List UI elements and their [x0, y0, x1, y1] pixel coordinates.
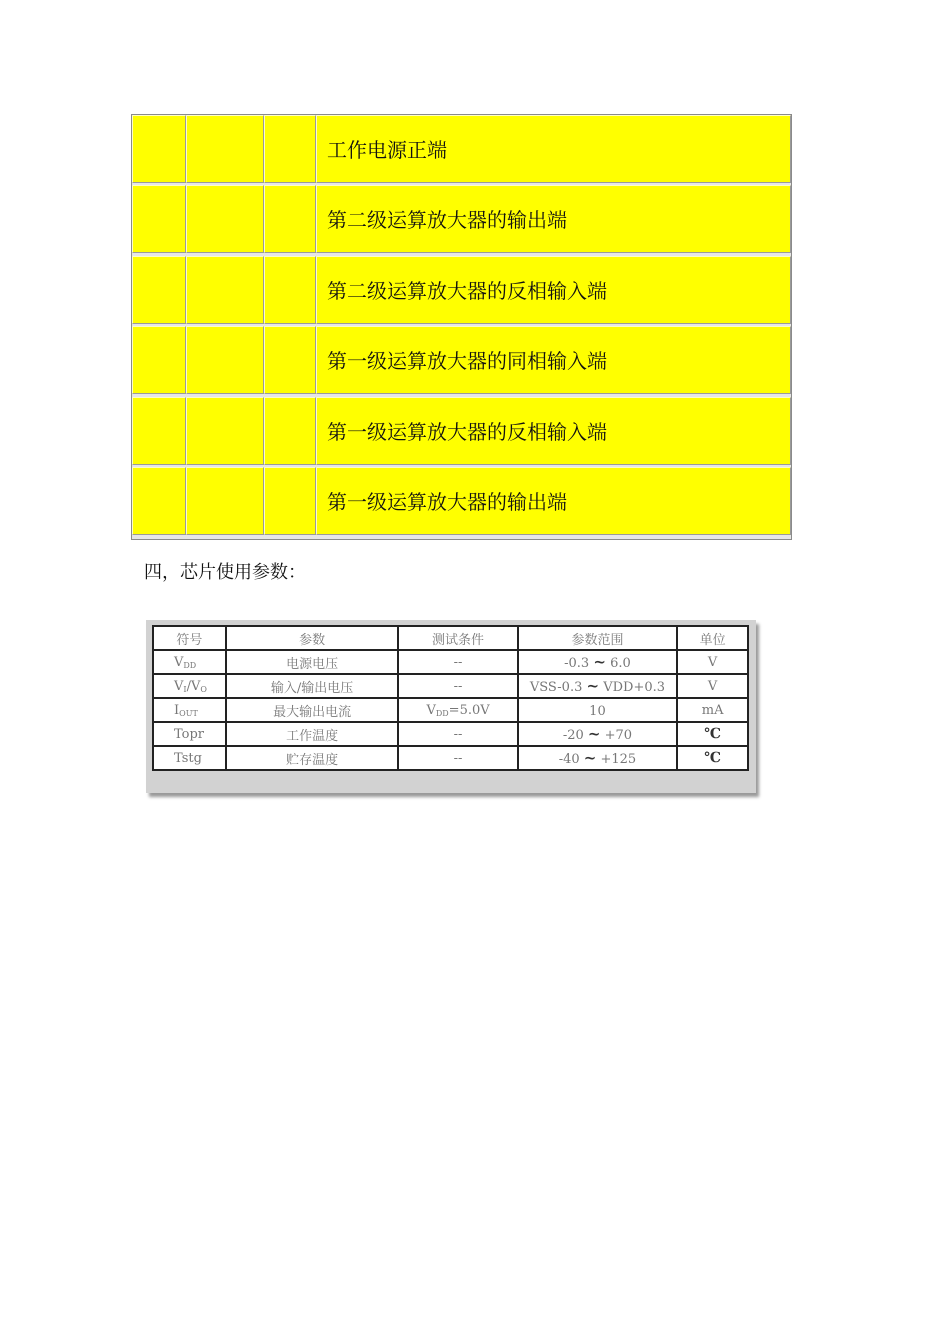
pin-empty-cell	[186, 467, 264, 535]
header-symbol: 符号	[153, 626, 226, 650]
condition-subscript: DD	[435, 708, 449, 718]
pin-empty-cell	[264, 397, 316, 465]
pin-row	[132, 467, 791, 537]
unit-value: ℃	[704, 726, 722, 742]
pin-row	[132, 326, 791, 396]
unit-cell	[677, 674, 748, 698]
condition-cell	[398, 746, 517, 770]
unit-cell	[677, 722, 748, 746]
range-cell	[518, 722, 678, 746]
pin-empty-cell	[264, 467, 316, 535]
condition-main: --	[453, 654, 463, 670]
condition-cell	[398, 722, 517, 746]
range-low: -0.3	[564, 656, 590, 671]
unit-value: V	[707, 654, 718, 670]
pin-empty-cell	[186, 397, 264, 465]
pin-function-table	[131, 114, 792, 540]
unit-value: ℃	[704, 750, 722, 766]
parameter-row	[153, 650, 748, 674]
parameter-table-image	[146, 620, 756, 793]
header-test-condition: 测试条件	[398, 626, 517, 650]
parameter-row	[153, 698, 748, 722]
symbol-subscript: DD	[183, 660, 197, 670]
symbol-main: Topr	[174, 726, 205, 742]
parameter-cell: 贮存温度	[226, 746, 399, 770]
symbol-cell	[153, 746, 226, 770]
pin-empty-cell	[132, 467, 186, 535]
pin-description-cell: 第一级运算放大器的同相输入端	[316, 326, 791, 394]
symbol-main-2: /V	[186, 678, 201, 694]
pin-description-cell: 第一级运算放大器的输出端	[316, 467, 791, 535]
range-separator: ~	[586, 677, 600, 695]
range-high: +125	[600, 752, 637, 767]
parameter-cell: 电源电压	[226, 650, 399, 674]
range-high: 6.0	[610, 656, 631, 671]
parameter-cell: 输入/输出电压	[226, 674, 399, 698]
pin-empty-cell	[186, 326, 264, 394]
range-separator: ~	[583, 749, 597, 767]
range-cell	[518, 674, 678, 698]
symbol-main: V	[174, 678, 184, 694]
symbol-cell	[153, 722, 226, 746]
symbol-subscript-2: O	[200, 684, 207, 694]
symbol-main: I	[174, 702, 180, 718]
pin-empty-cell	[132, 326, 186, 394]
pin-empty-cell	[132, 397, 186, 465]
range-separator: ~	[587, 725, 601, 743]
pin-empty-cell	[186, 115, 264, 183]
pin-row	[132, 185, 791, 255]
range-cell	[518, 650, 678, 674]
symbol-cell	[153, 698, 226, 722]
symbol-main: Tstg	[174, 750, 202, 766]
unit-cell	[677, 698, 748, 722]
condition-cell	[398, 650, 517, 674]
header-parameter: 参数	[226, 626, 399, 650]
pin-empty-cell	[132, 185, 186, 253]
pin-empty-cell	[264, 115, 316, 183]
symbol-cell	[153, 650, 226, 674]
symbol-cell	[153, 674, 226, 698]
unit-value: mA	[701, 702, 724, 718]
section-heading: 四，芯片使用参数：	[144, 562, 306, 583]
range-cell	[518, 746, 678, 770]
pin-empty-cell	[264, 185, 316, 253]
range-separator: ~	[593, 653, 606, 671]
unit-cell	[677, 650, 748, 674]
pin-empty-cell	[132, 115, 186, 183]
range-low: -20	[562, 728, 584, 743]
parameter-row	[153, 746, 748, 770]
condition-cell	[398, 674, 517, 698]
range-low: 10	[589, 704, 606, 719]
range-high: +70	[604, 728, 633, 743]
symbol-subscript: I	[183, 684, 187, 694]
symbol-subscript: OUT	[179, 708, 198, 718]
parameter-table-header	[153, 626, 748, 650]
header-range: 参数范围	[518, 626, 678, 650]
parameter-table	[152, 625, 749, 771]
range-cell	[518, 698, 678, 722]
range-low: VSS-0.3	[529, 680, 583, 695]
parameter-cell: 最大输出电流	[226, 698, 399, 722]
pin-description-cell: 第二级运算放大器的反相输入端	[316, 256, 791, 324]
pin-description-cell: 第二级运算放大器的输出端	[316, 185, 791, 253]
parameter-cell: 工作温度	[226, 722, 399, 746]
condition-main: --	[453, 678, 463, 694]
pin-empty-cell	[186, 256, 264, 324]
unit-value: V	[707, 678, 718, 694]
parameter-row	[153, 674, 748, 698]
header-unit: 单位	[677, 626, 748, 650]
symbol-main: V	[174, 654, 184, 670]
condition-cell	[398, 698, 517, 722]
pin-row	[132, 397, 791, 467]
pin-description-cell: 第一级运算放大器的反相输入端	[316, 397, 791, 465]
pin-empty-cell	[264, 256, 316, 324]
range-low: -40	[558, 752, 580, 767]
condition-main: --	[453, 726, 463, 742]
pin-description-cell: 工作电源正端	[316, 115, 791, 183]
pin-row	[132, 256, 791, 326]
condition-main: --	[453, 750, 463, 766]
condition-tail: =5.0V	[448, 702, 490, 718]
pin-empty-cell	[264, 326, 316, 394]
pin-empty-cell	[186, 185, 264, 253]
parameter-row	[153, 722, 748, 746]
unit-cell	[677, 746, 748, 770]
pin-row	[132, 115, 791, 185]
pin-empty-cell	[132, 256, 186, 324]
condition-main: V	[426, 702, 436, 718]
range-high: VDD+0.3	[603, 680, 666, 695]
